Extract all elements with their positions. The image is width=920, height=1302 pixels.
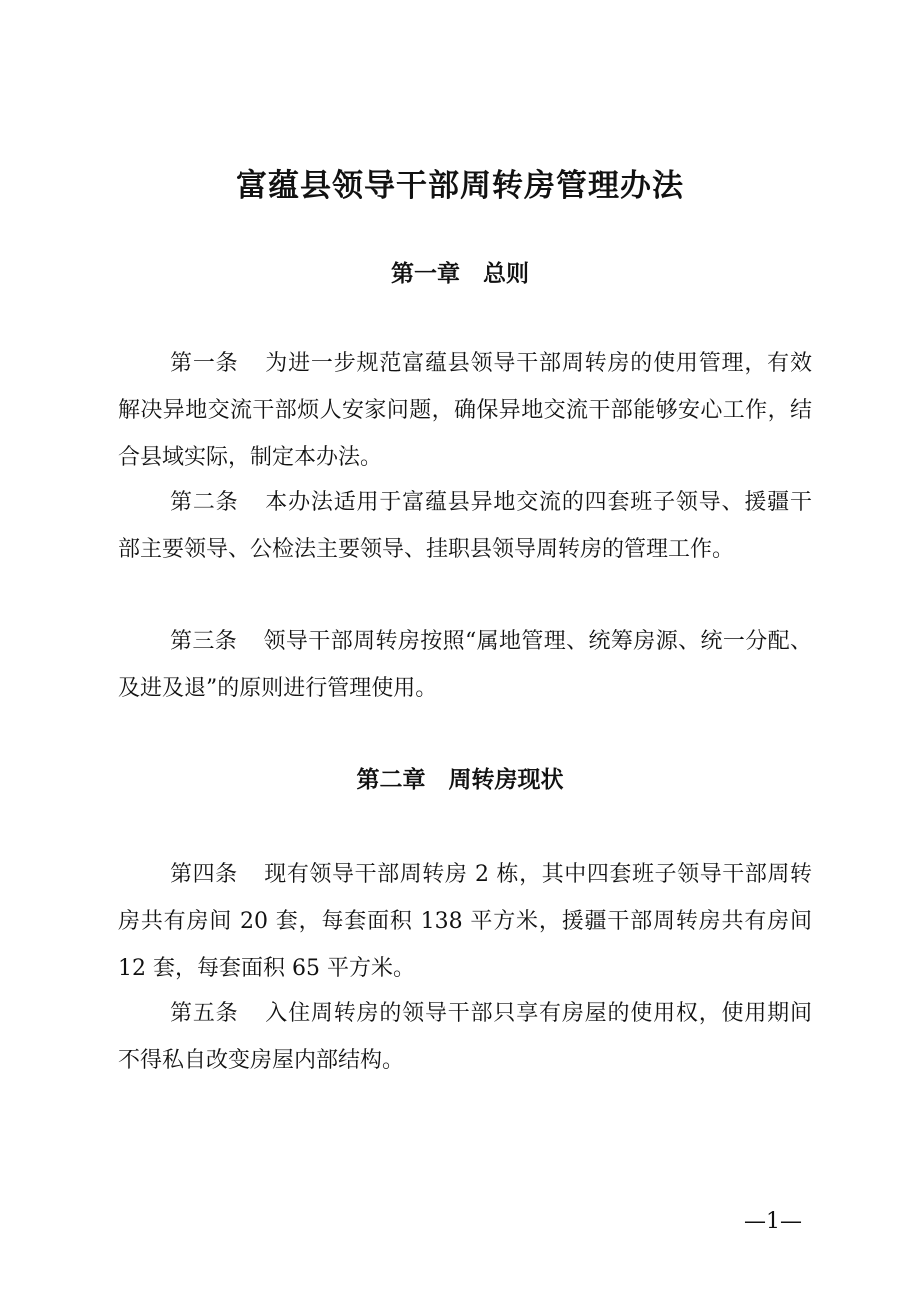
article-4 — [118, 851, 812, 992]
article-2 — [118, 479, 812, 573]
chapter-heading-1: 第一章 总则 — [391, 261, 529, 287]
article-text: 领导干部周转房按照“属地管理、统筹房源、统一分配、及进及退”的原则进行管理使用。 — [118, 629, 812, 701]
article-text: 为进一步规范富蕴县领导干部周转房的使用管理，有效解决异地交流干部烦人安家问题，确保异地交流干部能够安心工作，结合县域实际，制定本办法。 — [118, 351, 812, 470]
article-text: 入住周转房的领导干部只享有房屋的使用权，使用期间不得私自改变房屋内部结构。 — [118, 1001, 812, 1073]
article-text: 本办法适用于富蕴县异地交流的四套班子领导、援疆干部主要领导、公检法主要领导、挂职县领导周转房的管理工作。 — [118, 490, 812, 562]
article-number: 第四条 — [170, 862, 238, 887]
page-number: —1— — [744, 1209, 802, 1234]
article-1 — [118, 340, 812, 481]
article-number: 第五条 — [170, 1001, 239, 1026]
article-number: 第二条 — [170, 490, 239, 515]
article-number: 第一条 — [170, 351, 239, 376]
document-title: 富蕴县领导干部周转房管理办法 — [236, 168, 684, 204]
article-5 — [118, 990, 812, 1084]
chapter-heading-2: 第二章 周转房现状 — [356, 767, 564, 793]
article-number: 第三条 — [170, 629, 238, 654]
article-3 — [118, 618, 812, 712]
article-text: 现有领导干部周转房 2 栋，其中四套班子领导干部周转房共有房间 20 套，每套面积 138 平方米，援疆干部周转房共有房间 12 套，每套面积 65 平方米。 — [118, 862, 812, 981]
